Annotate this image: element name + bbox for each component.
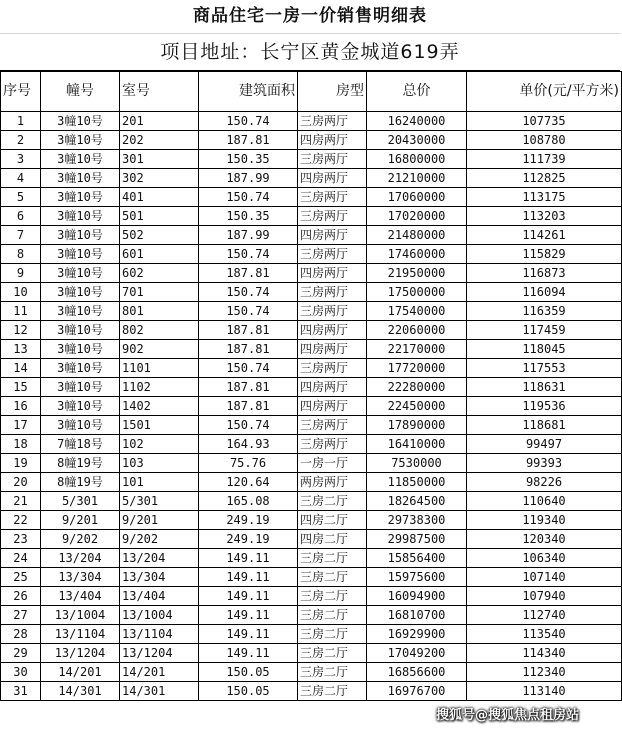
cell-index[interactable]: 27 (1, 606, 41, 625)
cell-total-price[interactable]: 21210000 (367, 169, 467, 188)
cell-layout[interactable]: 四房两厅 (298, 321, 367, 340)
cell-total-price[interactable]: 22060000 (367, 321, 467, 340)
cell-building[interactable]: 14/201 (41, 663, 120, 682)
table-row (1, 663, 622, 682)
cell-unit-price[interactable]: 112825 (467, 169, 622, 188)
cell-area[interactable]: 150.05 (199, 682, 298, 701)
cell-building[interactable]: 8幢19号 (41, 473, 120, 492)
cell-area[interactable]: 187.81 (199, 340, 298, 359)
cell-total-price[interactable]: 16800000 (367, 150, 467, 169)
table-row (1, 606, 622, 625)
cell-layout[interactable]: 三房二厅 (298, 644, 367, 663)
cell-index[interactable]: 13 (1, 340, 41, 359)
cell-index[interactable]: 7 (1, 226, 41, 245)
cell-room[interactable]: 13/304 (120, 568, 199, 587)
cell-building[interactable]: 3幢10号 (41, 321, 120, 340)
cell-room[interactable]: 202 (120, 131, 199, 150)
cell-area[interactable]: 150.74 (199, 112, 298, 131)
cell-room[interactable]: 14/201 (120, 663, 199, 682)
cell-room[interactable]: 602 (120, 264, 199, 283)
cell-total-price[interactable]: 17890000 (367, 416, 467, 435)
cell-unit-price[interactable]: 113175 (467, 188, 622, 207)
cell-index[interactable]: 23 (1, 530, 41, 549)
cell-building[interactable]: 3幢10号 (41, 359, 120, 378)
cell-area[interactable]: 149.11 (199, 587, 298, 606)
column-header-building[interactable]: 幢号 (41, 72, 120, 112)
cell-room[interactable]: 13/404 (120, 587, 199, 606)
cell-layout[interactable]: 三房两厅 (298, 435, 367, 454)
cell-room[interactable]: 103 (120, 454, 199, 473)
cell-building[interactable]: 3幢10号 (41, 340, 120, 359)
table-row (1, 435, 622, 454)
cell-index[interactable]: 9 (1, 264, 41, 283)
cell-index[interactable]: 20 (1, 473, 41, 492)
table-body (1, 112, 622, 701)
cell-unit-price[interactable]: 107140 (467, 568, 622, 587)
cell-room[interactable]: 13/1104 (120, 625, 199, 644)
cell-total-price[interactable]: 11850000 (367, 473, 467, 492)
cell-unit-price[interactable]: 110640 (467, 492, 622, 511)
cell-unit-price[interactable]: 115829 (467, 245, 622, 264)
cell-area[interactable]: 187.81 (199, 378, 298, 397)
cell-index[interactable]: 12 (1, 321, 41, 340)
cell-index[interactable]: 10 (1, 283, 41, 302)
table-row (1, 511, 622, 530)
cell-total-price[interactable]: 17720000 (367, 359, 467, 378)
cell-unit-price[interactable]: 118681 (467, 416, 622, 435)
cell-unit-price[interactable]: 119340 (467, 511, 622, 530)
cell-total-price[interactable]: 17540000 (367, 302, 467, 321)
table-row (1, 188, 622, 207)
cell-total-price[interactable]: 17020000 (367, 207, 467, 226)
cell-building[interactable]: 13/304 (41, 568, 120, 587)
cell-index[interactable]: 22 (1, 511, 41, 530)
cell-area[interactable]: 187.81 (199, 397, 298, 416)
cell-index[interactable]: 3 (1, 150, 41, 169)
cell-index[interactable]: 24 (1, 549, 41, 568)
table-row (1, 207, 622, 226)
cell-unit-price[interactable]: 107735 (467, 112, 622, 131)
cell-room[interactable]: 9/201 (120, 511, 199, 530)
cell-area[interactable]: 249.19 (199, 511, 298, 530)
cell-total-price[interactable]: 16240000 (367, 112, 467, 131)
cell-total-price[interactable]: 17060000 (367, 188, 467, 207)
cell-building[interactable]: 14/301 (41, 682, 120, 701)
cell-unit-price[interactable]: 113203 (467, 207, 622, 226)
cell-building[interactable]: 9/202 (41, 530, 120, 549)
table-row (1, 340, 622, 359)
column-header-index[interactable]: 序号 (1, 72, 41, 112)
cell-building[interactable]: 3幢10号 (41, 397, 120, 416)
cell-area[interactable]: 150.74 (199, 302, 298, 321)
table-row (1, 226, 622, 245)
cell-building[interactable]: 13/1004 (41, 606, 120, 625)
cell-layout[interactable]: 三房两厅 (298, 188, 367, 207)
table-row (1, 682, 622, 701)
cell-area[interactable]: 150.35 (199, 207, 298, 226)
table-row (1, 625, 622, 644)
cell-unit-price[interactable]: 114261 (467, 226, 622, 245)
cell-unit-price[interactable]: 107940 (467, 587, 622, 606)
table-row (1, 568, 622, 587)
cell-total-price[interactable]: 16810700 (367, 606, 467, 625)
cell-layout[interactable]: 三房两厅 (298, 207, 367, 226)
cell-room[interactable]: 401 (120, 188, 199, 207)
watermark: 搜狐号@搜狐焦点租房站 (436, 708, 580, 723)
cell-building[interactable]: 3幢10号 (41, 169, 120, 188)
cell-index[interactable]: 21 (1, 492, 41, 511)
cell-area[interactable]: 165.08 (199, 492, 298, 511)
cell-building[interactable]: 3幢10号 (41, 416, 120, 435)
cell-total-price[interactable]: 16929900 (367, 625, 467, 644)
cell-unit-price[interactable]: 112340 (467, 663, 622, 682)
cell-layout[interactable]: 三房二厅 (298, 587, 367, 606)
cell-building[interactable]: 3幢10号 (41, 112, 120, 131)
cell-total-price[interactable]: 22170000 (367, 340, 467, 359)
cell-building[interactable]: 3幢10号 (41, 150, 120, 169)
cell-building[interactable]: 13/1104 (41, 625, 120, 644)
cell-unit-price[interactable]: 116873 (467, 264, 622, 283)
cell-room[interactable]: 13/204 (120, 549, 199, 568)
cell-total-price[interactable]: 15856400 (367, 549, 467, 568)
cell-area[interactable]: 150.74 (199, 245, 298, 264)
table-row (1, 454, 622, 473)
cell-layout[interactable]: 四房两厅 (298, 264, 367, 283)
cell-area[interactable]: 150.74 (199, 188, 298, 207)
cell-unit-price[interactable]: 99497 (467, 435, 622, 454)
cell-room[interactable]: 501 (120, 207, 199, 226)
cell-index[interactable]: 5 (1, 188, 41, 207)
cell-building[interactable]: 3幢10号 (41, 188, 120, 207)
cell-unit-price[interactable]: 98226 (467, 473, 622, 492)
table-header-row (1, 72, 622, 112)
cell-index[interactable]: 14 (1, 359, 41, 378)
cell-total-price[interactable]: 18264500 (367, 492, 467, 511)
table-row (1, 473, 622, 492)
cell-layout[interactable]: 四房二厅 (298, 511, 367, 530)
cell-unit-price[interactable]: 119536 (467, 397, 622, 416)
table-row (1, 150, 622, 169)
table-row (1, 378, 622, 397)
cell-building[interactable]: 3幢10号 (41, 302, 120, 321)
cell-area[interactable]: 187.99 (199, 226, 298, 245)
cell-layout[interactable]: 四房两厅 (298, 397, 367, 416)
cell-area[interactable]: 150.74 (199, 283, 298, 302)
cell-index[interactable]: 29 (1, 644, 41, 663)
cell-layout[interactable]: 三房二厅 (298, 682, 367, 701)
cell-building[interactable]: 9/201 (41, 511, 120, 530)
cell-unit-price[interactable]: 116094 (467, 283, 622, 302)
cell-room[interactable]: 9/202 (120, 530, 199, 549)
cell-room[interactable]: 101 (120, 473, 199, 492)
cell-area[interactable]: 187.81 (199, 264, 298, 283)
table-row (1, 302, 622, 321)
cell-area[interactable]: 149.11 (199, 625, 298, 644)
cell-layout[interactable]: 三房两厅 (298, 302, 367, 321)
cell-area[interactable]: 75.76 (199, 454, 298, 473)
table-row (1, 169, 622, 188)
cell-layout[interactable]: 三房两厅 (298, 150, 367, 169)
cell-unit-price[interactable]: 108780 (467, 131, 622, 150)
cell-total-price[interactable]: 16094900 (367, 587, 467, 606)
cell-layout[interactable]: 三房两厅 (298, 359, 367, 378)
cell-room[interactable]: 301 (120, 150, 199, 169)
table-row (1, 264, 622, 283)
cell-layout[interactable]: 四房两厅 (298, 340, 367, 359)
cell-index[interactable]: 1 (1, 112, 41, 131)
cell-total-price[interactable]: 17500000 (367, 283, 467, 302)
cell-area[interactable]: 150.05 (199, 663, 298, 682)
cell-area[interactable]: 164.93 (199, 435, 298, 454)
cell-layout[interactable]: 三房两厅 (298, 245, 367, 264)
cell-building[interactable]: 8幢19号 (41, 454, 120, 473)
cell-total-price[interactable]: 16856600 (367, 663, 467, 682)
project-address: 项目地址：长宁区黄金城道619弄 (0, 34, 620, 71)
cell-layout[interactable]: 四房两厅 (298, 378, 367, 397)
cell-building[interactable]: 3幢10号 (41, 378, 120, 397)
cell-index[interactable]: 26 (1, 587, 41, 606)
cell-layout[interactable]: 一房一厅 (298, 454, 367, 473)
cell-building[interactable]: 3幢10号 (41, 283, 120, 302)
cell-total-price[interactable]: 15975600 (367, 568, 467, 587)
cell-room[interactable]: 801 (120, 302, 199, 321)
table-row (1, 131, 622, 150)
cell-building[interactable]: 3幢10号 (41, 245, 120, 264)
cell-total-price[interactable]: 16410000 (367, 435, 467, 454)
cell-index[interactable]: 30 (1, 663, 41, 682)
cell-building[interactable]: 5/301 (41, 492, 120, 511)
column-header-unit-price[interactable]: 单价(元/平方米) (467, 72, 622, 112)
cell-room[interactable]: 1501 (120, 416, 199, 435)
cell-layout[interactable]: 四房两厅 (298, 169, 367, 188)
cell-layout[interactable]: 四房两厅 (298, 226, 367, 245)
cell-area[interactable]: 150.74 (199, 359, 298, 378)
cell-area[interactable]: 149.11 (199, 606, 298, 625)
cell-building[interactable]: 13/204 (41, 549, 120, 568)
cell-index[interactable]: 19 (1, 454, 41, 473)
cell-unit-price[interactable]: 117553 (467, 359, 622, 378)
cell-total-price[interactable]: 29987500 (367, 530, 467, 549)
cell-index[interactable]: 2 (1, 131, 41, 150)
cell-room[interactable]: 1101 (120, 359, 199, 378)
cell-index[interactable]: 11 (1, 302, 41, 321)
cell-room[interactable]: 102 (120, 435, 199, 454)
cell-unit-price[interactable]: 113540 (467, 625, 622, 644)
sheet-title: 商品住宅一房一价销售明细表 (0, 0, 620, 34)
cell-total-price[interactable]: 20430000 (367, 131, 467, 150)
cell-layout[interactable]: 三房两厅 (298, 283, 367, 302)
cell-area[interactable]: 187.81 (199, 321, 298, 340)
cell-index[interactable]: 6 (1, 207, 41, 226)
cell-index[interactable]: 8 (1, 245, 41, 264)
cell-area[interactable]: 120.64 (199, 473, 298, 492)
column-header-layout[interactable]: 房型 (298, 72, 367, 112)
cell-unit-price[interactable]: 114340 (467, 644, 622, 663)
column-header-area[interactable]: 建筑面积 (199, 72, 298, 112)
cell-area[interactable]: 149.11 (199, 549, 298, 568)
column-header-room[interactable]: 室号 (120, 72, 199, 112)
cell-index[interactable]: 17 (1, 416, 41, 435)
cell-total-price[interactable]: 21950000 (367, 264, 467, 283)
table-row (1, 359, 622, 378)
cell-total-price[interactable]: 17049200 (367, 644, 467, 663)
cell-unit-price[interactable]: 112740 (467, 606, 622, 625)
table-row (1, 283, 622, 302)
cell-layout[interactable]: 两房两厅 (298, 473, 367, 492)
cell-unit-price[interactable]: 113140 (467, 682, 622, 701)
cell-building[interactable]: 3幢10号 (41, 264, 120, 283)
cell-unit-price[interactable]: 111739 (467, 150, 622, 169)
cell-building[interactable]: 3幢10号 (41, 207, 120, 226)
cell-index[interactable]: 4 (1, 169, 41, 188)
cell-area[interactable]: 150.35 (199, 150, 298, 169)
table-row (1, 644, 622, 663)
cell-unit-price[interactable]: 106340 (467, 549, 622, 568)
cell-total-price[interactable]: 22450000 (367, 397, 467, 416)
table-row (1, 492, 622, 511)
cell-building[interactable]: 3幢10号 (41, 226, 120, 245)
cell-area[interactable]: 150.74 (199, 416, 298, 435)
cell-total-price[interactable]: 22280000 (367, 378, 467, 397)
cell-unit-price[interactable]: 117459 (467, 321, 622, 340)
cell-layout[interactable]: 三房二厅 (298, 568, 367, 587)
table-row (1, 112, 622, 131)
cell-building[interactable]: 13/404 (41, 587, 120, 606)
cell-index[interactable]: 16 (1, 397, 41, 416)
cell-total-price[interactable]: 29738300 (367, 511, 467, 530)
cell-room[interactable]: 902 (120, 340, 199, 359)
cell-room[interactable]: 701 (120, 283, 199, 302)
cell-unit-price[interactable]: 120340 (467, 530, 622, 549)
cell-layout[interactable]: 三房二厅 (298, 625, 367, 644)
cell-layout[interactable]: 三房两厅 (298, 112, 367, 131)
table-row (1, 416, 622, 435)
cell-room[interactable]: 201 (120, 112, 199, 131)
cell-area[interactable]: 187.99 (199, 169, 298, 188)
cell-total-price[interactable]: 7530000 (367, 454, 467, 473)
cell-area[interactable]: 187.81 (199, 131, 298, 150)
cell-index[interactable]: 18 (1, 435, 41, 454)
cell-total-price[interactable]: 17460000 (367, 245, 467, 264)
cell-total-price[interactable]: 21480000 (367, 226, 467, 245)
cell-layout[interactable]: 四房两厅 (298, 131, 367, 150)
cell-index[interactable]: 25 (1, 568, 41, 587)
table-row (1, 549, 622, 568)
cell-unit-price[interactable]: 99393 (467, 454, 622, 473)
cell-unit-price[interactable]: 118045 (467, 340, 622, 359)
cell-index[interactable]: 28 (1, 625, 41, 644)
cell-room[interactable]: 13/1004 (120, 606, 199, 625)
cell-index[interactable]: 31 (1, 682, 41, 701)
cell-room[interactable]: 802 (120, 321, 199, 340)
table-row (1, 587, 622, 606)
cell-layout[interactable]: 三房两厅 (298, 416, 367, 435)
cell-index[interactable]: 15 (1, 378, 41, 397)
column-header-total-price[interactable]: 总价 (367, 72, 467, 112)
cell-area[interactable]: 249.19 (199, 530, 298, 549)
cell-room[interactable]: 5/301 (120, 492, 199, 511)
cell-room[interactable]: 302 (120, 169, 199, 188)
cell-room[interactable]: 502 (120, 226, 199, 245)
cell-room[interactable]: 1102 (120, 378, 199, 397)
cell-room[interactable]: 14/301 (120, 682, 199, 701)
table-row (1, 321, 622, 340)
cell-room[interactable]: 1402 (120, 397, 199, 416)
cell-layout[interactable]: 三房二厅 (298, 549, 367, 568)
table-row (1, 245, 622, 264)
cell-unit-price[interactable]: 118631 (467, 378, 622, 397)
cell-layout[interactable]: 三房二厅 (298, 492, 367, 511)
table-row (1, 397, 622, 416)
cell-layout[interactable]: 三房二厅 (298, 663, 367, 682)
cell-building[interactable]: 7幢18号 (41, 435, 120, 454)
cell-total-price[interactable]: 16976700 (367, 682, 467, 701)
cell-unit-price[interactable]: 116359 (467, 302, 622, 321)
table-row (1, 530, 622, 549)
cell-building[interactable]: 3幢10号 (41, 131, 120, 150)
cell-building[interactable]: 13/1204 (41, 644, 120, 663)
cell-room[interactable]: 601 (120, 245, 199, 264)
cell-area[interactable]: 149.11 (199, 644, 298, 663)
cell-layout[interactable]: 四房二厅 (298, 530, 367, 549)
sales-detail-table (0, 71, 622, 701)
cell-layout[interactable]: 三房二厅 (298, 606, 367, 625)
cell-area[interactable]: 149.11 (199, 568, 298, 587)
cell-room[interactable]: 13/1204 (120, 644, 199, 663)
